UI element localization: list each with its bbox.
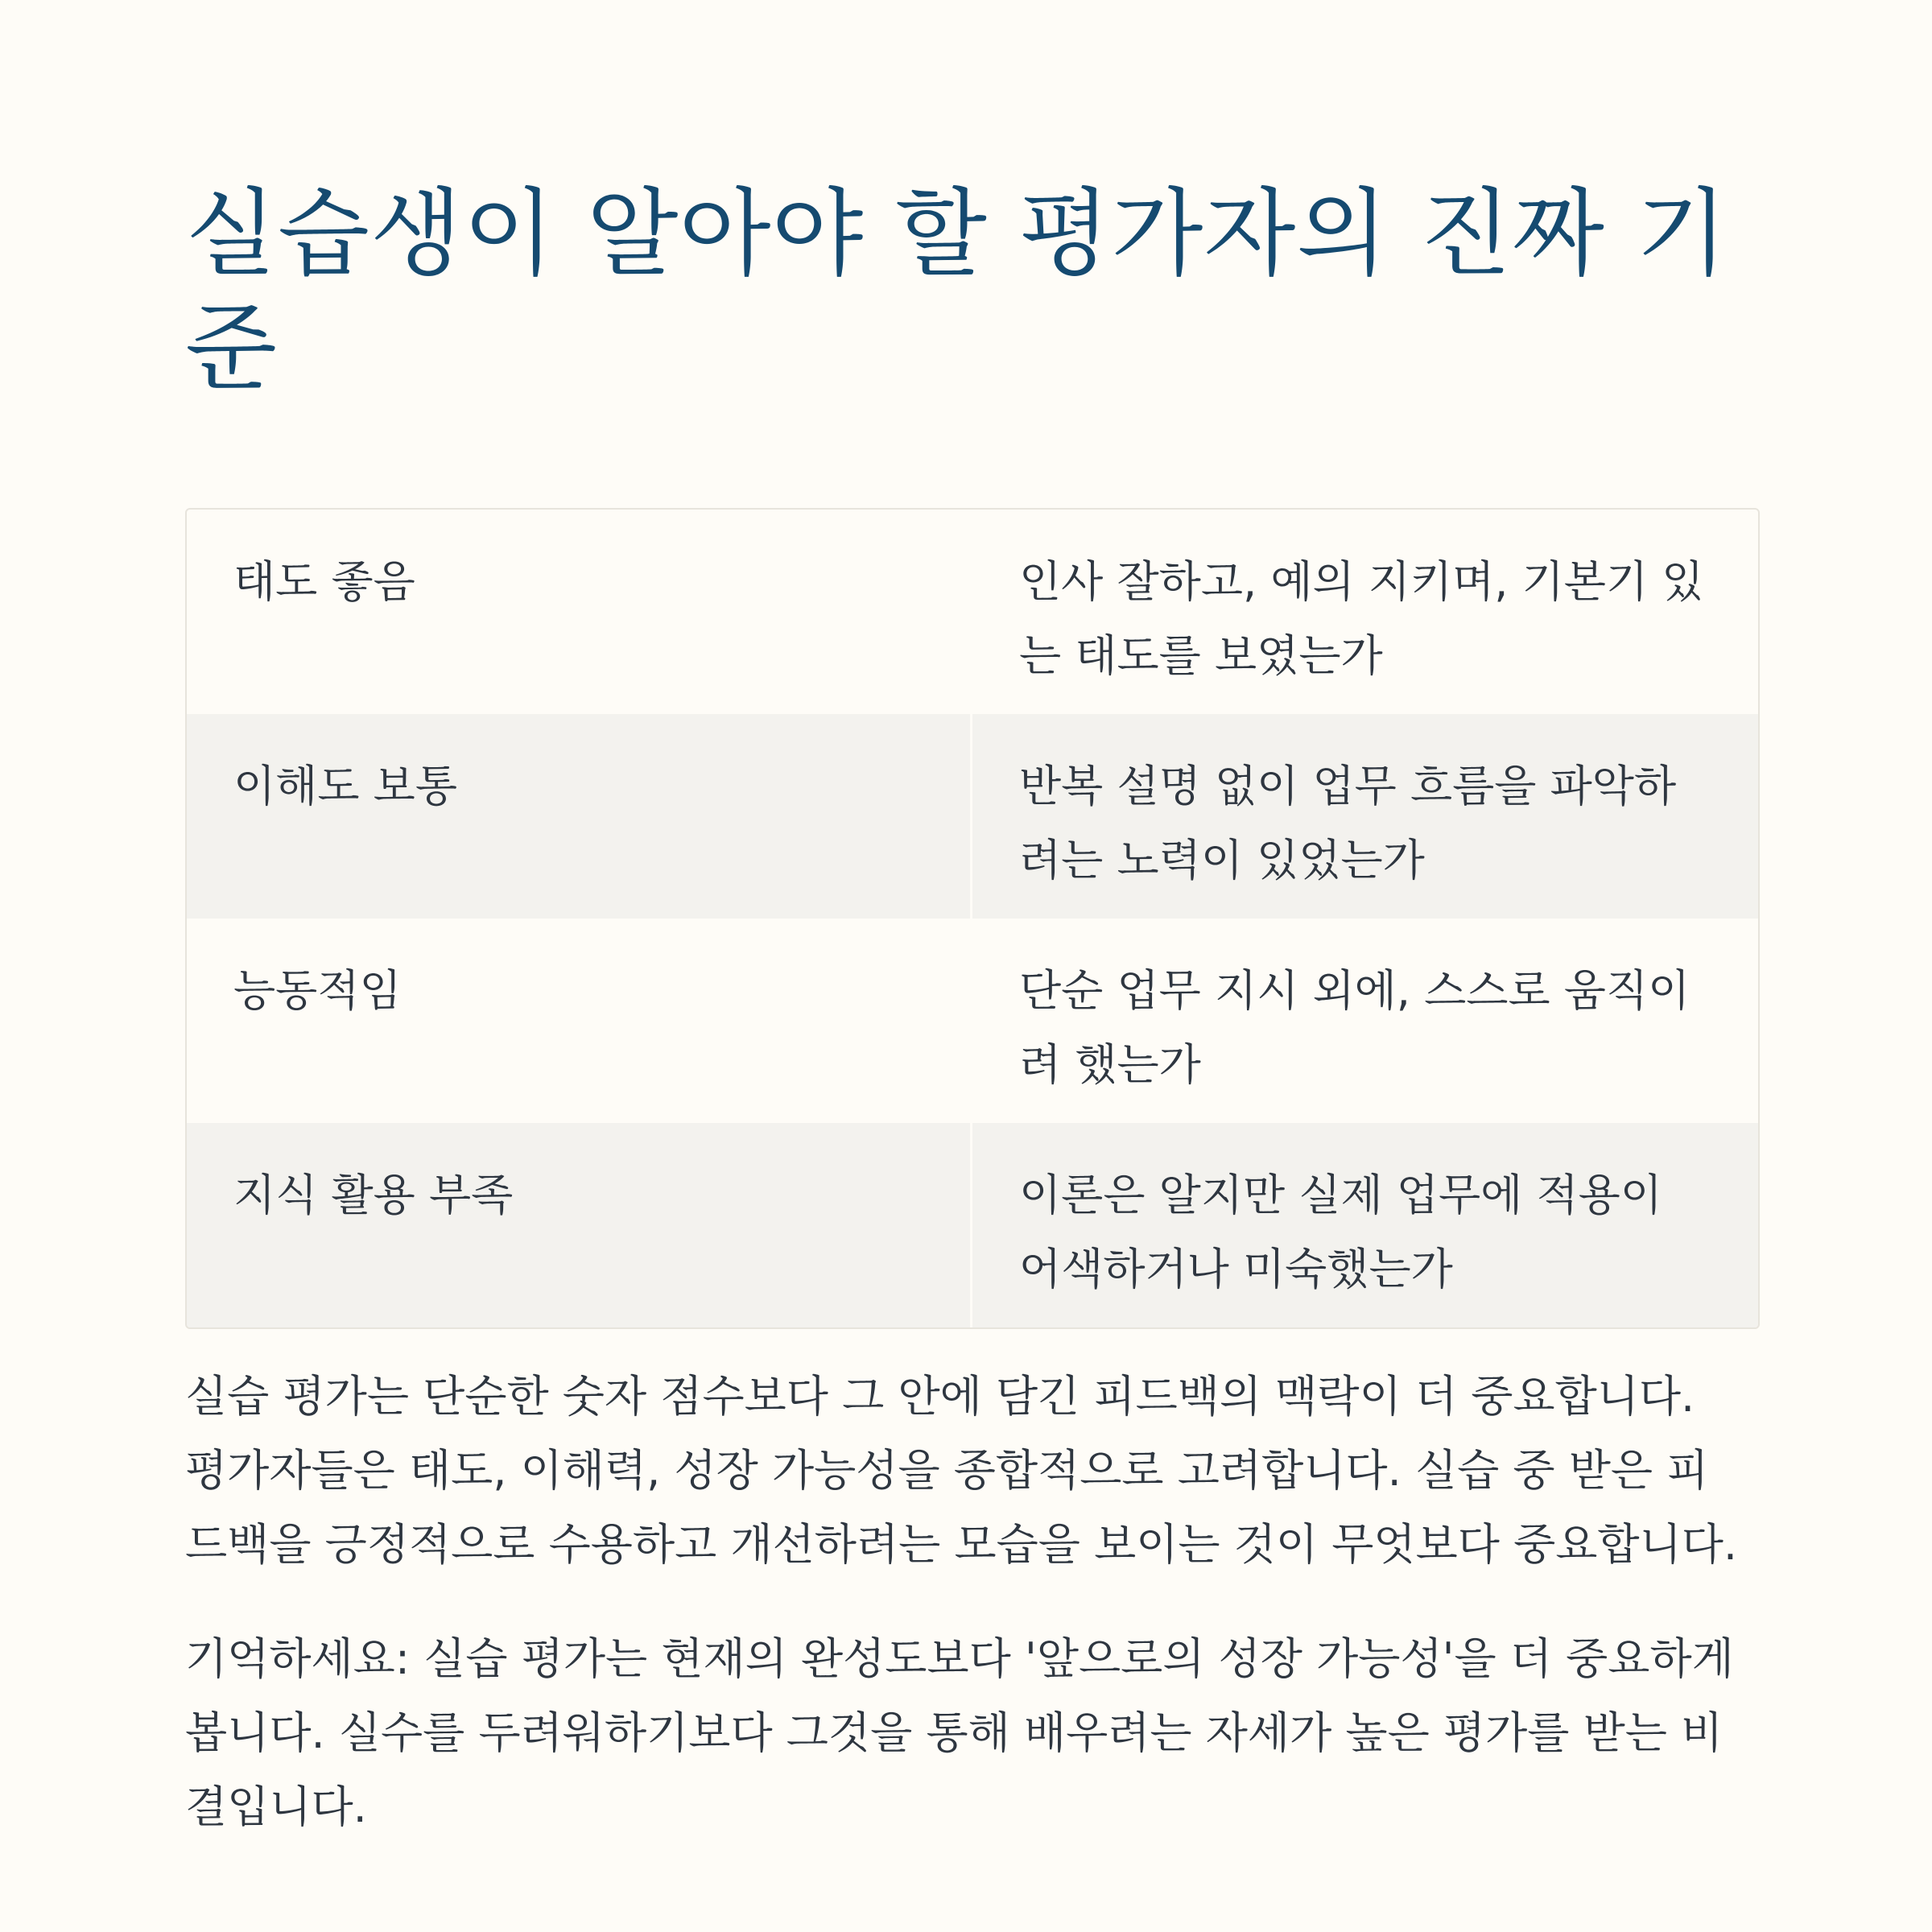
criterion-label: 태도 좋음 [233, 556, 415, 608]
criterion-description: 인사 잘하고, 예의 지키며, 기본기 있는 태도를 보였는가 [1019, 556, 1704, 682]
criterion-label: 지식 활용 부족 [187, 1123, 972, 1327]
table-row [187, 1123, 1758, 1327]
criteria-table [185, 508, 1760, 1329]
reminder-paragraph: 기억하세요: 실습 평가는 현재의 완성도보다 '앞으로의 성장 가능성'을 더 중요하게 봅니다. 실수를 두려워하기보다 그것을 통해 배우려는 자세가 높은 평가를 받는 비결입니다. [185, 1633, 1734, 1833]
criterion-description: 이론은 알지만 실제 업무에 적용이 어색하거나 미숙했는가 [1019, 1170, 1662, 1295]
table-row [187, 510, 1758, 714]
table-row [187, 714, 1758, 919]
criterion-label: 이해도 보통 [187, 714, 972, 919]
page-title: 실습생이 알아야 할 평가자의 진짜 기준 [185, 178, 1729, 403]
criterion-description: 단순 업무 지시 외에, 스스로 움직이려 했는가 [1019, 965, 1690, 1091]
table-row [187, 919, 1758, 1123]
criterion-description: 반복 설명 없이 업무 흐름을 파악하려는 노력이 있었는가 [1019, 761, 1677, 886]
criterion-label: 능동적임 [233, 965, 402, 1017]
body-paragraph: 실습 평가는 단순한 숫자 점수보다 그 안에 담긴 피드백의 맥락이 더 중요합니다. 평가자들은 태도, 이해력, 성장 가능성을 종합적으로 고려합니다. 실습 중 받은 피드백을 긍정적으로 수용하고 개선하려는 모습을 보이는 것이 무엇보다 중요합니다. [185, 1371, 1738, 1571]
